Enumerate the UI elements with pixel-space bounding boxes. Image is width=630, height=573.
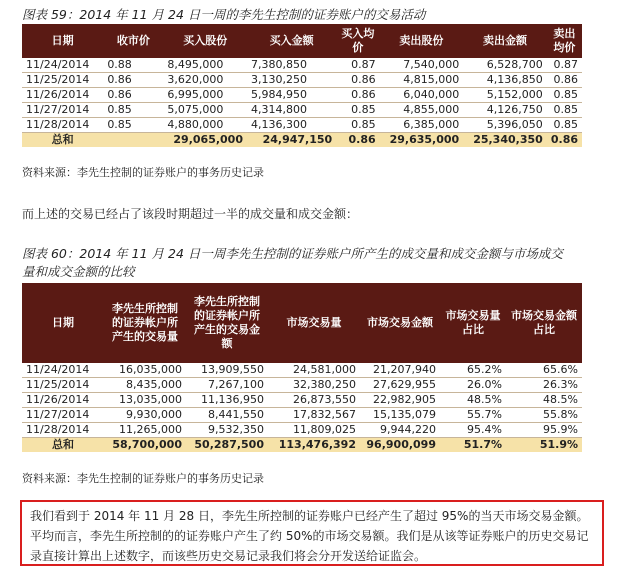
- table-cell: 11/24/2014: [22, 363, 104, 378]
- total-cell: 0.86: [336, 133, 379, 148]
- table-cell: 5,152,000: [463, 88, 547, 103]
- table-cell: 0.86: [336, 88, 379, 103]
- total-cell: 总和: [22, 438, 104, 453]
- total-cell: 50,287,500: [186, 438, 268, 453]
- table-cell: 95.9%: [506, 423, 582, 438]
- table-row: [22, 58, 582, 73]
- col-header-buy-avg: 买入均价: [336, 24, 379, 58]
- table-cell: 95.4%: [440, 423, 506, 438]
- table-cell: 0.87: [336, 58, 379, 73]
- table-cell: 65.2%: [440, 363, 506, 378]
- col-header-buy-amount: 买入金额: [247, 24, 336, 58]
- table-row: [22, 118, 582, 133]
- total-cell: 113,476,392: [268, 438, 360, 453]
- table-cell: 11,809,025: [268, 423, 360, 438]
- table-cell: 5,075,000: [163, 103, 247, 118]
- table-cell: 11/25/2014: [22, 73, 103, 88]
- transition-paragraph: 而上述的交易已经占了该段时期超过一半的成交量和成交金额：: [22, 207, 359, 221]
- table-row: [22, 393, 582, 408]
- col-header-close: 收市价: [103, 24, 163, 58]
- total-cell: 25,340,350: [463, 133, 547, 148]
- table-cell: 26.0%: [440, 378, 506, 393]
- figure-60-table: [22, 283, 582, 452]
- table-row: [22, 88, 582, 103]
- table-cell: 7,380,850: [247, 58, 336, 73]
- table-cell: 11/24/2014: [22, 58, 103, 73]
- figure-59-title: 图表 59：2014 年 11 月 24 日一周的李先生控制的证券账户的交易活动: [22, 7, 426, 22]
- figure-60-source: 资料来源：李先生控制的证券账户的事务历史记录: [22, 472, 264, 485]
- total-cell: 29,065,000: [163, 133, 247, 148]
- col-header-volume-share: 市场交易量占比: [440, 283, 506, 363]
- table-cell: 7,267,100: [186, 378, 268, 393]
- total-cell: 总和: [22, 133, 103, 148]
- table-cell: 0.85: [336, 118, 379, 133]
- table-cell: 21,207,940: [360, 363, 440, 378]
- table-cell: 4,314,800: [247, 103, 336, 118]
- table-cell: 0.88: [103, 58, 163, 73]
- col-header-account-amount: 李先生所控制的证券帐户所产生的交易金额: [186, 283, 268, 363]
- col-header-amount-share: 市场交易金额占比: [506, 283, 582, 363]
- table-cell: 0.86: [336, 73, 379, 88]
- table-cell: 0.85: [336, 103, 379, 118]
- table-cell: 11/28/2014: [22, 423, 104, 438]
- table-cell: 55.8%: [506, 408, 582, 423]
- col-header-date: 日期: [22, 283, 104, 363]
- table-cell: 17,832,567: [268, 408, 360, 423]
- table-cell: 11,265,000: [104, 423, 186, 438]
- table-cell: 3,130,250: [247, 73, 336, 88]
- table-cell: 24,581,000: [268, 363, 360, 378]
- table-cell: 13,035,000: [104, 393, 186, 408]
- col-header-buy-shares: 买入股份: [163, 24, 247, 58]
- total-cell: 51.7%: [440, 438, 506, 453]
- total-cell: 0.86: [547, 133, 582, 148]
- total-cell: 24,947,150: [247, 133, 336, 148]
- table-cell: 16,035,000: [104, 363, 186, 378]
- table-cell: 27,629,955: [360, 378, 440, 393]
- table-cell: 6,385,000: [380, 118, 464, 133]
- table-cell: 11,136,950: [186, 393, 268, 408]
- figure-60-title-line1: 图表 60：2014 年 11 月 24 日一周李先生控制的证券账户所产生的成交量和成交金额与市场成交: [22, 246, 563, 261]
- highlight-text: 我们看到于 2014 年 11 月 28 日，李先生所控制的证券账户已经产生了超过 95%的当天市场交易金额。平均而言，李先生所控制的的证券账户产生了约 50%的市场交易额。我们是从该等证券账户的历史交易记录直接计算出上述数字，而该些历史交易记录我们将会分开发送给证监会。: [30, 509, 589, 563]
- table-cell: 0.85: [103, 103, 163, 118]
- table-cell: 11/25/2014: [22, 378, 104, 393]
- total-row: [22, 133, 582, 148]
- table-cell: 4,126,750: [463, 103, 547, 118]
- figure-60-title-line2: 量和成交金额的比较: [22, 264, 135, 279]
- table-cell: 5,396,050: [463, 118, 547, 133]
- table-cell: 11/27/2014: [22, 103, 103, 118]
- figure-60-title: [22, 245, 612, 281]
- table-cell: 4,136,300: [247, 118, 336, 133]
- table-cell: 55.7%: [440, 408, 506, 423]
- total-cell: 96,900,099: [360, 438, 440, 453]
- col-header-account-volume: 李先生所控制的证券帐户所产生的交易量: [104, 283, 186, 363]
- table-row: [22, 423, 582, 438]
- highlight-box: [20, 500, 604, 566]
- table-cell: 4,815,000: [380, 73, 464, 88]
- table-cell: 9,532,350: [186, 423, 268, 438]
- table-cell: 8,441,550: [186, 408, 268, 423]
- total-cell: [103, 133, 163, 148]
- total-cell: 51.9%: [506, 438, 582, 453]
- table-cell: 48.5%: [506, 393, 582, 408]
- table-row: [22, 73, 582, 88]
- col-header-date: 日期: [22, 24, 103, 58]
- table-cell: 0.86: [547, 73, 582, 88]
- table-cell: 0.85: [547, 88, 582, 103]
- table-cell: 22,982,905: [360, 393, 440, 408]
- table-cell: 26,873,550: [268, 393, 360, 408]
- col-header-sell-shares: 卖出股份: [380, 24, 464, 58]
- table-cell: 4,136,850: [463, 73, 547, 88]
- figure-59-source: 资料来源：李先生控制的证券账户的事务历史记录: [22, 166, 264, 179]
- table-cell: 6,040,000: [380, 88, 464, 103]
- col-header-sell-avg: 卖出均价: [547, 24, 582, 58]
- table-cell: 8,435,000: [104, 378, 186, 393]
- table-cell: 15,135,079: [360, 408, 440, 423]
- table-cell: 48.5%: [440, 393, 506, 408]
- table-cell: 65.6%: [506, 363, 582, 378]
- col-header-market-amount: 市场交易金额: [360, 283, 440, 363]
- table-cell: 32,380,250: [268, 378, 360, 393]
- table-cell: 7,540,000: [380, 58, 464, 73]
- table-cell: 11/26/2014: [22, 393, 104, 408]
- table-cell: 5,984,950: [247, 88, 336, 103]
- table-cell: 11/26/2014: [22, 88, 103, 103]
- total-cell: 29,635,000: [380, 133, 464, 148]
- total-cell: 58,700,000: [104, 438, 186, 453]
- table-cell: 0.85: [547, 118, 582, 133]
- table-cell: 11/28/2014: [22, 118, 103, 133]
- table-cell: 0.87: [547, 58, 582, 73]
- table-cell: 13,909,550: [186, 363, 268, 378]
- table-cell: 4,880,000: [163, 118, 247, 133]
- table-cell: 11/27/2014: [22, 408, 104, 423]
- table-cell: 0.86: [103, 88, 163, 103]
- table-row: [22, 408, 582, 423]
- table-cell: 9,944,220: [360, 423, 440, 438]
- table-row: [22, 363, 582, 378]
- table-cell: 3,620,000: [163, 73, 247, 88]
- table-row: [22, 103, 582, 118]
- table-cell: 0.85: [103, 118, 163, 133]
- table-row: [22, 378, 582, 393]
- table-cell: 0.85: [547, 103, 582, 118]
- figure-59-table: [22, 24, 582, 147]
- table-cell: 0.86: [103, 73, 163, 88]
- col-header-market-volume: 市场交易量: [268, 283, 360, 363]
- table-cell: 26.3%: [506, 378, 582, 393]
- table-cell: 9,930,000: [104, 408, 186, 423]
- table-cell: 8,495,000: [163, 58, 247, 73]
- table-cell: 4,855,000: [380, 103, 464, 118]
- table-cell: 6,995,000: [163, 88, 247, 103]
- col-header-sell-amount: 卖出金额: [463, 24, 547, 58]
- table-cell: 6,528,700: [463, 58, 547, 73]
- total-row: [22, 438, 582, 453]
